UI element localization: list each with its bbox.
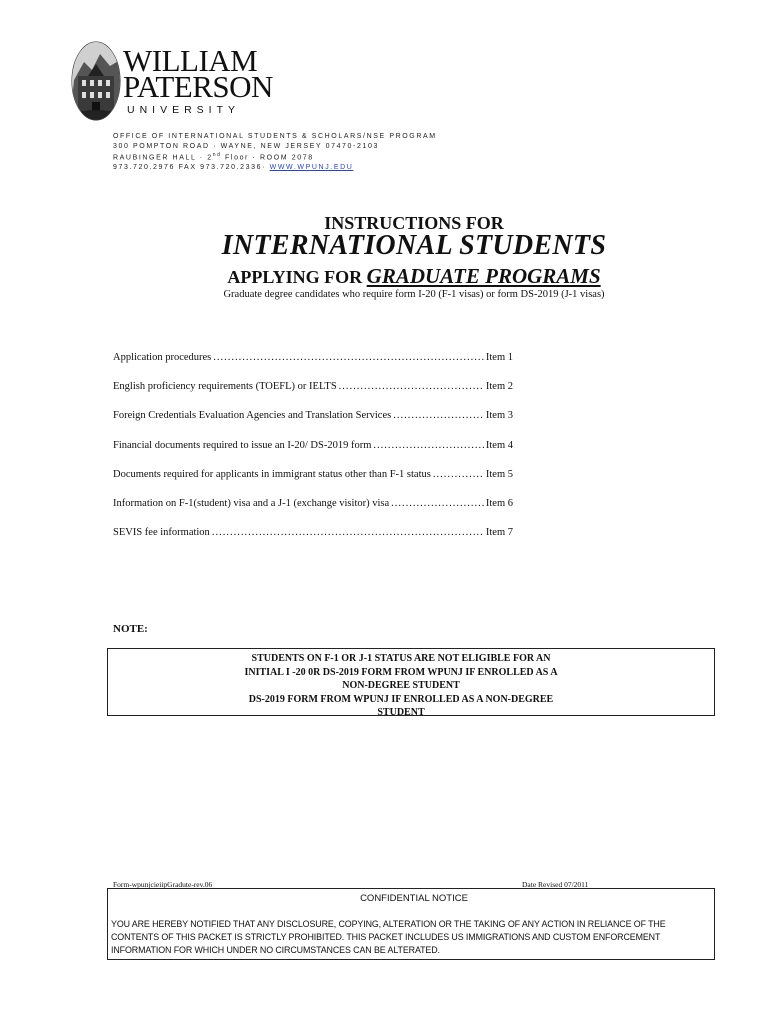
toc-item-number: Item 4 [485,439,513,451]
toc-row [113,381,513,410]
note-line: DS-2019 FORM FROM WPUNJ IF ENROLLED AS A NON-DEGREE [248,693,554,705]
address-line-2: 300 POMPTON ROAD · WAYNE, NEW JERSEY 07470-2103 [113,142,379,150]
toc-leader [212,527,484,538]
title-line-3-emphasis: GRADUATE PROGRAMS [366,264,601,288]
toc-item-number: Item 7 [485,527,513,539]
form-id: Form-wpunjcieiipGradute-rev.06 [113,880,213,889]
toc-leader [373,440,484,451]
note-box [107,648,715,716]
logo-line-1: WILLIAM [123,43,258,78]
address-line-3-b: Floor · ROOM 2078 [221,154,314,162]
logo-line-3: UNIVERSITY [127,104,241,116]
address-line-3-a: RAUBINGER HALL · 2 [113,154,213,162]
title-line-3 [0,264,770,289]
address-line-3 [113,151,437,163]
toc-label: Financial documents required to issue an I-20/ DS-2019 form [113,439,372,451]
date-revised: Date Revised 07/2011 [522,880,589,889]
phone-fax: 973.720.2976 FAX 973.720.2336· [113,163,270,171]
toc-item-number: Item 5 [485,468,513,480]
title-subtitle: Graduate degree candidates who require form I-20 (F-1 visas) or form DS-2019 (J-1 visas) [223,289,605,300]
office-address [113,132,437,172]
note-line: INITIAL I -20 0R DS-2019 FORM FROM WPUNJ IF ENROLLED AS A [244,666,558,678]
table-of-contents [113,352,513,556]
logo-wordmark [123,43,273,116]
toc-leader [391,498,484,509]
title-line-2: INTERNATIONAL STUDENTS [221,230,607,261]
hall-seal-icon [70,40,122,122]
note-line: STUDENTS ON F-1 OR J-1 STATUS ARE NOT ELIGIBLE FOR AN [251,653,551,664]
address-line-4 [113,163,437,173]
toc-leader [393,410,484,421]
toc-item-number: Item 3 [485,410,513,422]
title-line-1: INSTRUCTIONS FOR [324,213,504,233]
toc-row [113,410,513,439]
toc-label: Information on F-1(student) visa and a J-1 (exchange visitor) visa [113,497,390,509]
toc-row [113,440,513,469]
address-line-3-sup: nd [212,152,222,158]
toc-row [113,498,513,527]
toc-item-number: Item 2 [485,381,513,393]
address-line-1: OFFICE OF INTERNATIONAL STUDENTS & SCHOLARS/NSE PROGRAM [113,133,437,140]
toc-label: English proficiency requirements (TOEFL) or IELTS [113,381,337,393]
confidential-notice-text: YOU ARE HEREBY NOTIFIED THAT ANY DISCLOSURE, COPYING, ALTERATION OR THE TAKING OF ANY ACTION IN RELIANCE OF THE CONTENTS OF THIS PACKET IS STRICTLY PROHIBITED. THIS PACKET INCLUDES US IMMIGRATIONS AND CUSTOM ENFORCEMENT INFORMATION FOR WHICH UNDER NO CIRCUMSTANCES CAN BE ALTERATED. [111,919,666,955]
toc-label: Foreign Credentials Evaluation Agencies and Translation Services [113,410,392,422]
toc-row [113,352,513,381]
toc-label: Documents required for applicants in immigrant status other than F-1 status [113,468,431,480]
toc-row [113,469,513,498]
toc-item-number: Item 1 [485,352,513,363]
confidential-notice-title: CONFIDENTIAL NOTICE [360,893,468,904]
logo-line-2: PATERSON [123,69,273,104]
toc-label: Application procedures [113,352,212,363]
note-heading: NOTE: [113,623,148,635]
toc-leader [339,381,484,392]
toc-item-number: Item 6 [485,497,513,509]
university-logo [70,40,273,126]
website-link[interactable]: WWW.WPUNJ.EDU [269,163,354,171]
note-line: STUDENT [377,707,425,718]
toc-label: SEVIS fee information [113,527,210,539]
toc-leader [433,469,484,480]
toc-leader [213,352,484,363]
toc-row [113,527,513,556]
title-line-3-prefix: APPLYING FOR [227,267,367,287]
note-line: NON-DEGREE STUDENT [342,680,460,691]
